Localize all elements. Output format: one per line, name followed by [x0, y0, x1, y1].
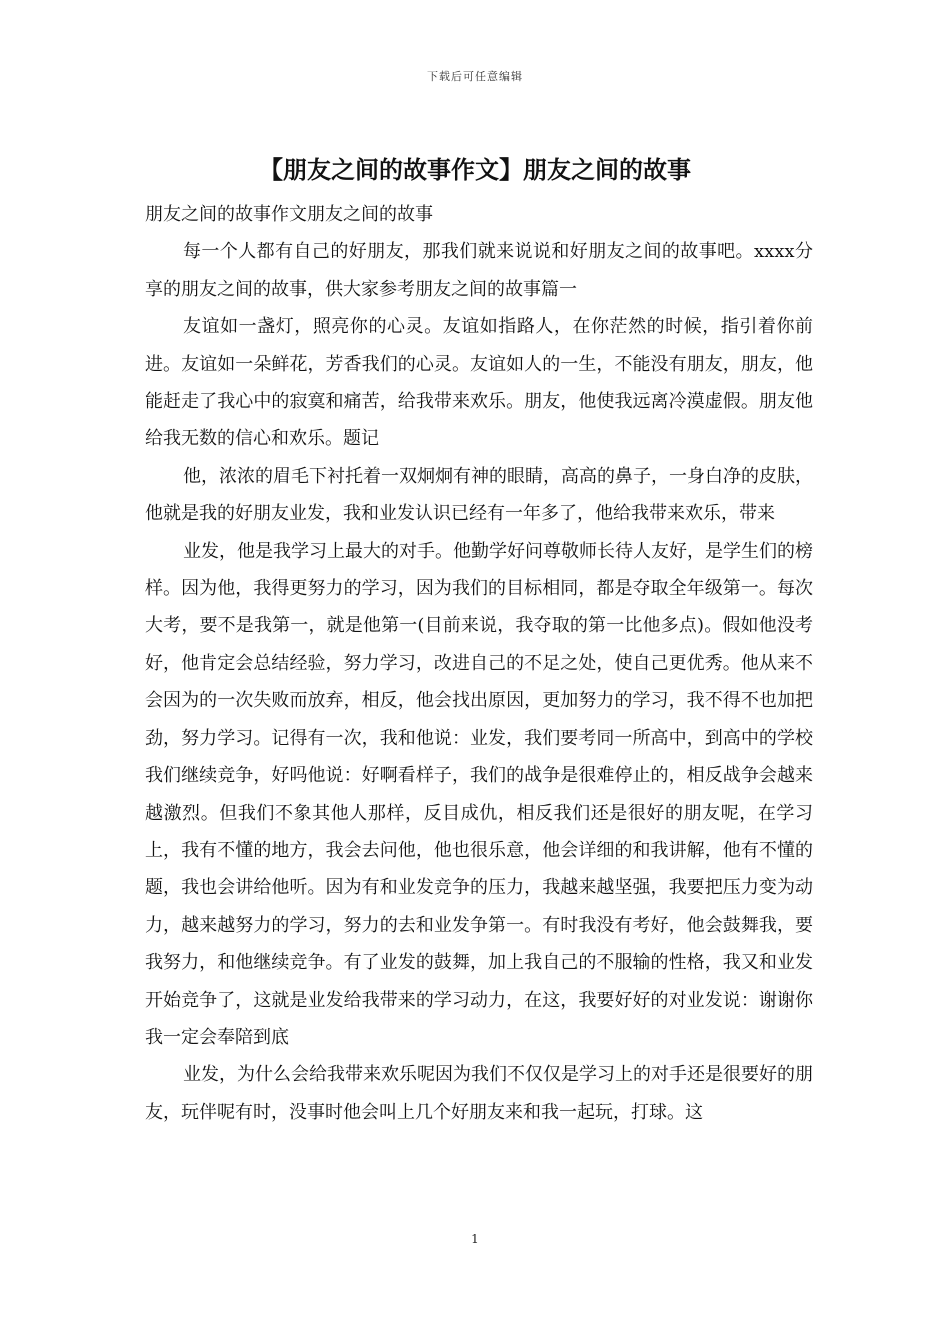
paragraph-friend-description: 他，浓浓的眉毛下衬托着一双炯炯有神的眼睛，高高的鼻子，一身白净的皮肤，他就是我的好朋友业发，我和业发认识已经有一年多了，他给我带来欢乐，带来 [145, 465, 813, 525]
document-title: 【朋友之间的故事作文】朋友之间的故事 [259, 155, 691, 184]
paragraph-joy: 业发，为什么会给我带来欢乐呢因为我们不仅仅是学习上的对手还是很要好的朋友，玩伴呢有时，没事时他会叫上几个好朋友来和我一起玩，打球。这 [145, 1064, 813, 1123]
header-note: 下载后可任意编辑 [427, 70, 523, 83]
paragraph-friendship-lamp: 友谊如一盏灯，照亮你的心灵。友谊如指路人，在你茫然的时候，指引着你前进。友谊如一朵鲜花，芳香我们的心灵。友谊如人的一生，不能没有朋友，朋友，他能赶走了我心中的寂寞和痛苦，给我带来欢乐。朋友，他使我远离冷漠虚假。朋友他给我无数的信心和欢乐。题记 [145, 316, 813, 450]
paragraph-intro: 每一个人都有自己的好朋友，那我们就来说说和好朋友之间的故事吧。xxxx分享的朋友之间的故事，供大家参考朋友之间的故事篇一 [145, 241, 813, 300]
paragraph-study-rival: 业发，他是我学习上最大的对手。他勤学好问尊敬师长待人友好，是学生们的榜样。因为他，我得更努力的学习，因为我们的目标相同，都是夺取全年级第一。每次大考，要不是我第一，就是他第一(目前来说，我夺取的第一比他多点)。假如他没考好，他肯定会总结经验，努力学习，改进自己的不足之处，使自己更优秀。他从来不会因为的一次失败而放弃，相反，他会找出原因，更加努力的学习，我不得不也加把劲，努力学习。记得有一次，我和他说：业发，我们要考同一所高中，到高中的学校我们继续竞争，好吗他说：好啊看样子，我们的战争是很难停止的，相反战争会越来越激烈。但我们不象其他人那样，反目成仇，相反我们还是很好的朋友呢，在学习上，我有不懂的地方，我会去问他，他也很乐意，他会详细的和我讲解，他有不懂的题，我也会讲给他听。因为有和业发竞争的压力，我越来越坚强，我要把压力变为动力，越来越努力的学习，努力的去和业发争第一。有时我没有考好，他会鼓舞我，要我努力，和他继续竞争。有了业发的鼓舞，加上我自己的不服输的性格，我又和业发开始竞争了，这就是业发给我带来的学习动力，在这，我要好好的对业发说：谢谢你我一定会奉陪到底 [145, 540, 813, 1048]
page-number: 1 [471, 1232, 479, 1246]
document-body [145, 196, 813, 1131]
document-subtitle: 朋友之间的故事作文朋友之间的故事 [145, 204, 433, 225]
